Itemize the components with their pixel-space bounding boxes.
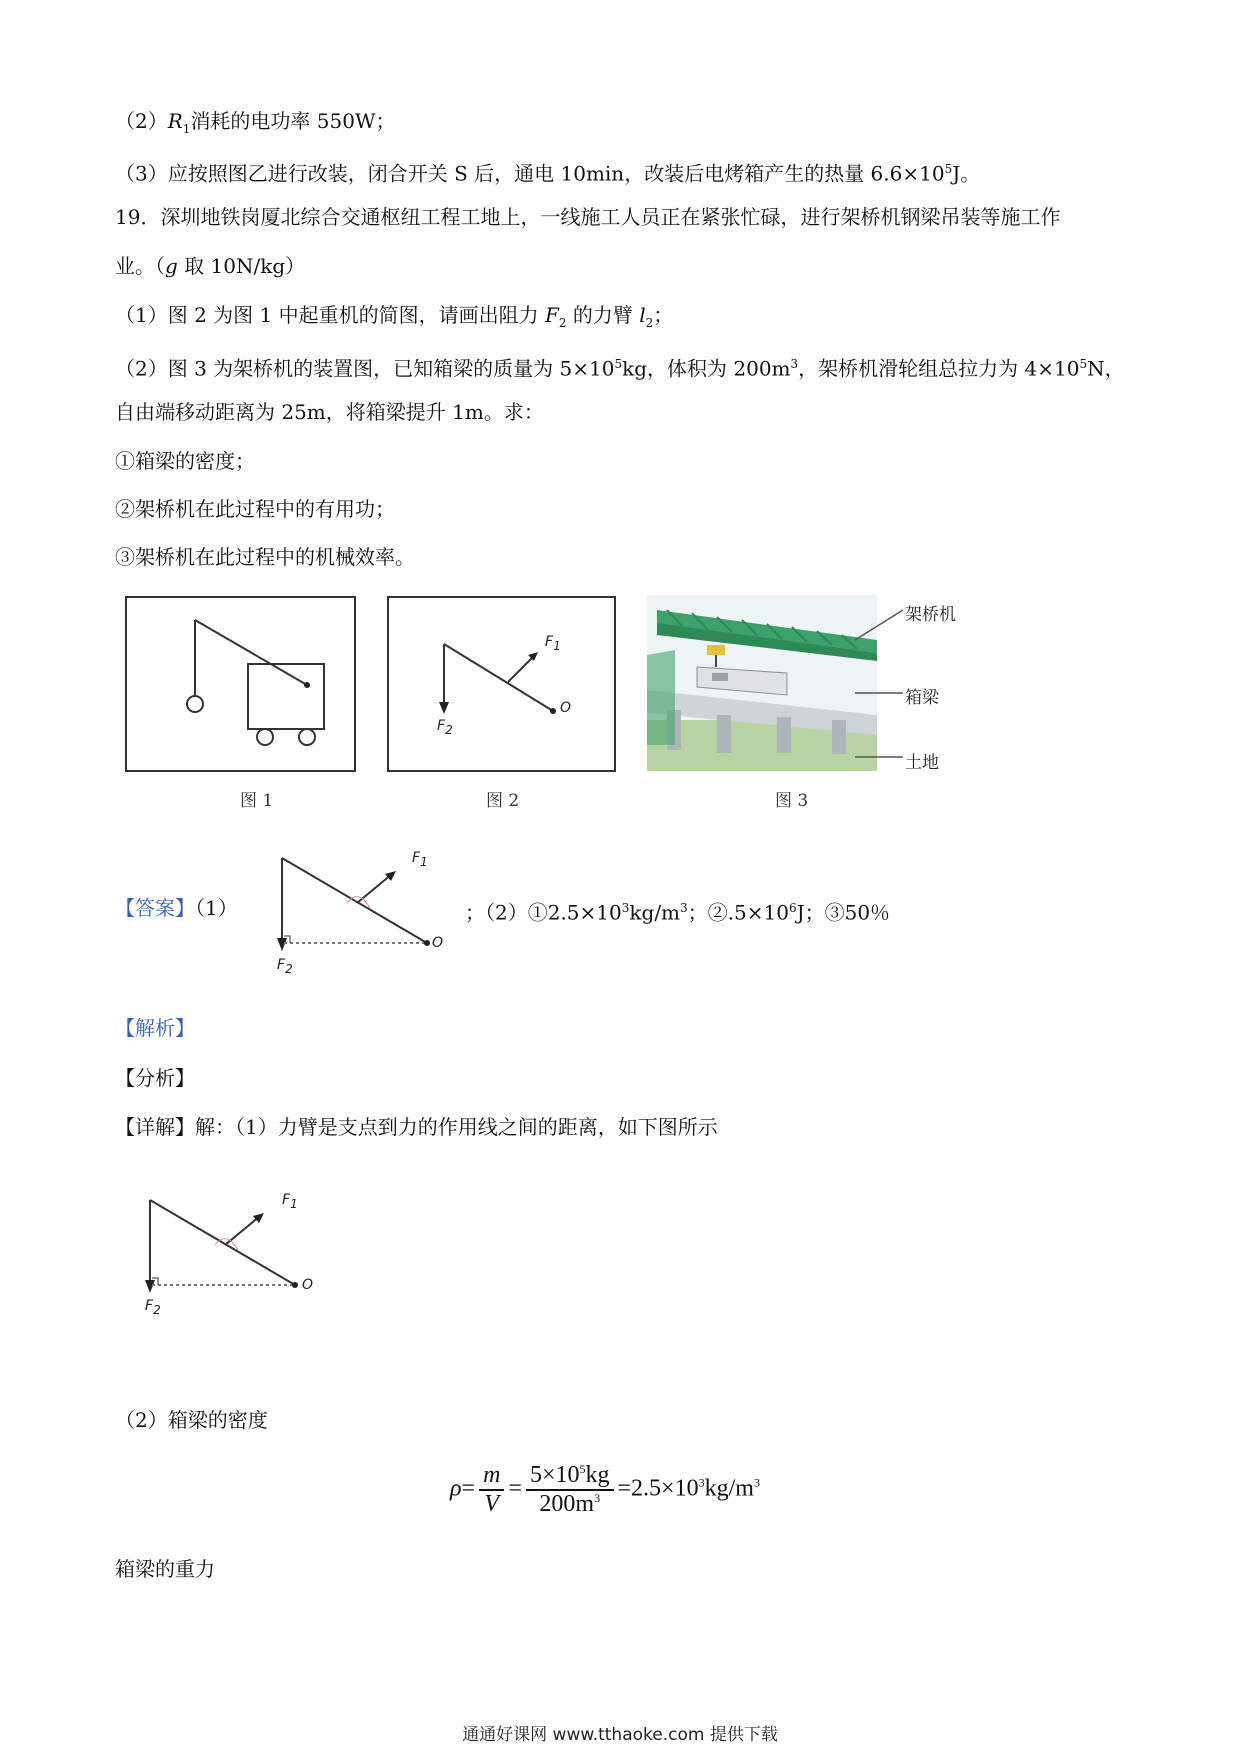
answer-results: ；$(2)①2.5\times 10^3kg/m^3$；$②.5\times 10^6J$；③50％ [465, 900, 891, 925]
detail-f2-label: $F_2$ [145, 1298, 161, 1317]
figure-2-lever [387, 596, 617, 773]
answer-lever-diagram [272, 848, 462, 978]
sub-question-1: ①箱梁的密度； [115, 449, 255, 473]
answer-o-label: O [432, 935, 444, 951]
fig3-leader-lines [855, 605, 905, 765]
sub-question-2: ②架桥机在此过程中的有用功； [115, 497, 395, 521]
answer-tag: 【答案】 [115, 896, 195, 920]
fig2-f2-label: $F_2$ [437, 718, 453, 737]
fig2-o-label: O [560, 700, 572, 716]
weight-heading: 箱梁的重力 [115, 1557, 215, 1581]
line-r1-power: $(2)R_1$消耗的电功率 550W； [115, 109, 396, 136]
question-19-title-cont: 业。（g 取 10N/kg） [115, 254, 306, 278]
figure-2-caption: 图 2 [486, 791, 520, 811]
question-19-title: 19．深圳地铁岗厦北综合交通枢纽工程工地上，一线施工人员正在紧张忙碌，进行架桥机钢梁吊装等施工作 [115, 205, 1061, 229]
fig2-f1-label: $F_1$ [545, 634, 561, 653]
figure-1-crane [125, 596, 357, 773]
detail-lever-diagram [140, 1190, 330, 1320]
jiexi-heading: 【解析】 [115, 1016, 195, 1040]
question-19-part2: （2）图 3 为架桥机的装置图，已知箱梁的质量为 $5\times 10^5kg$，体积为 $200m^3$，架桥机滑轮组总拉力为 $4\times 10^5N$， [115, 356, 1125, 381]
xiangjie-line: 【详解】解：（1）力臂是支点到力的作用线之间的距离，如下图所示 [115, 1115, 718, 1139]
answer-f1-label: $F_1$ [412, 850, 428, 869]
fenxi-heading: 【分析】 [115, 1066, 195, 1090]
answer-label-line: 【答案】（1） [115, 896, 238, 920]
detail-o-label: O [302, 1277, 314, 1293]
figure-3-bridge-machine [647, 595, 877, 771]
density-formula: ρ= $\frac{m}{V}$ = $\frac{5\times 10^5kg}{200m^3}$ $=2.5\times 10^3kg/m^3$ [450, 1462, 760, 1517]
fig3-label-machine: 架桥机 [905, 605, 956, 625]
question-19-part2-cont: 自由端移动距离为 25m，将箱梁提升 1m。求： [115, 400, 544, 424]
fig3-label-beam: 箱梁 [905, 688, 939, 708]
detail-f1-label: $F_1$ [282, 1192, 298, 1211]
question-19-part1: （1）图 2 为图 1 中起重机的简图，请画出阻力 $F_2$ 的力臂 $l_2$； [115, 303, 674, 330]
page-footer: 通通好课网 www.tthaoke.com 提供下载 [462, 1725, 778, 1745]
line-modification: （3）应按照图乙进行改装，闭合开关 S 后，通电 10min，改装后电烤箱产生的热量 $6.6\times 10^5J$。 [115, 161, 981, 186]
figure-3-caption: 图 3 [775, 791, 809, 811]
density-heading: （2）箱梁的密度 [115, 1408, 268, 1432]
figure-1-caption: 图 1 [240, 791, 274, 811]
fig3-label-ground: 土地 [905, 753, 939, 773]
answer-f2-label: $F_2$ [277, 957, 293, 976]
sub-question-3: ③架桥机在此过程中的机械效率。 [115, 545, 415, 569]
